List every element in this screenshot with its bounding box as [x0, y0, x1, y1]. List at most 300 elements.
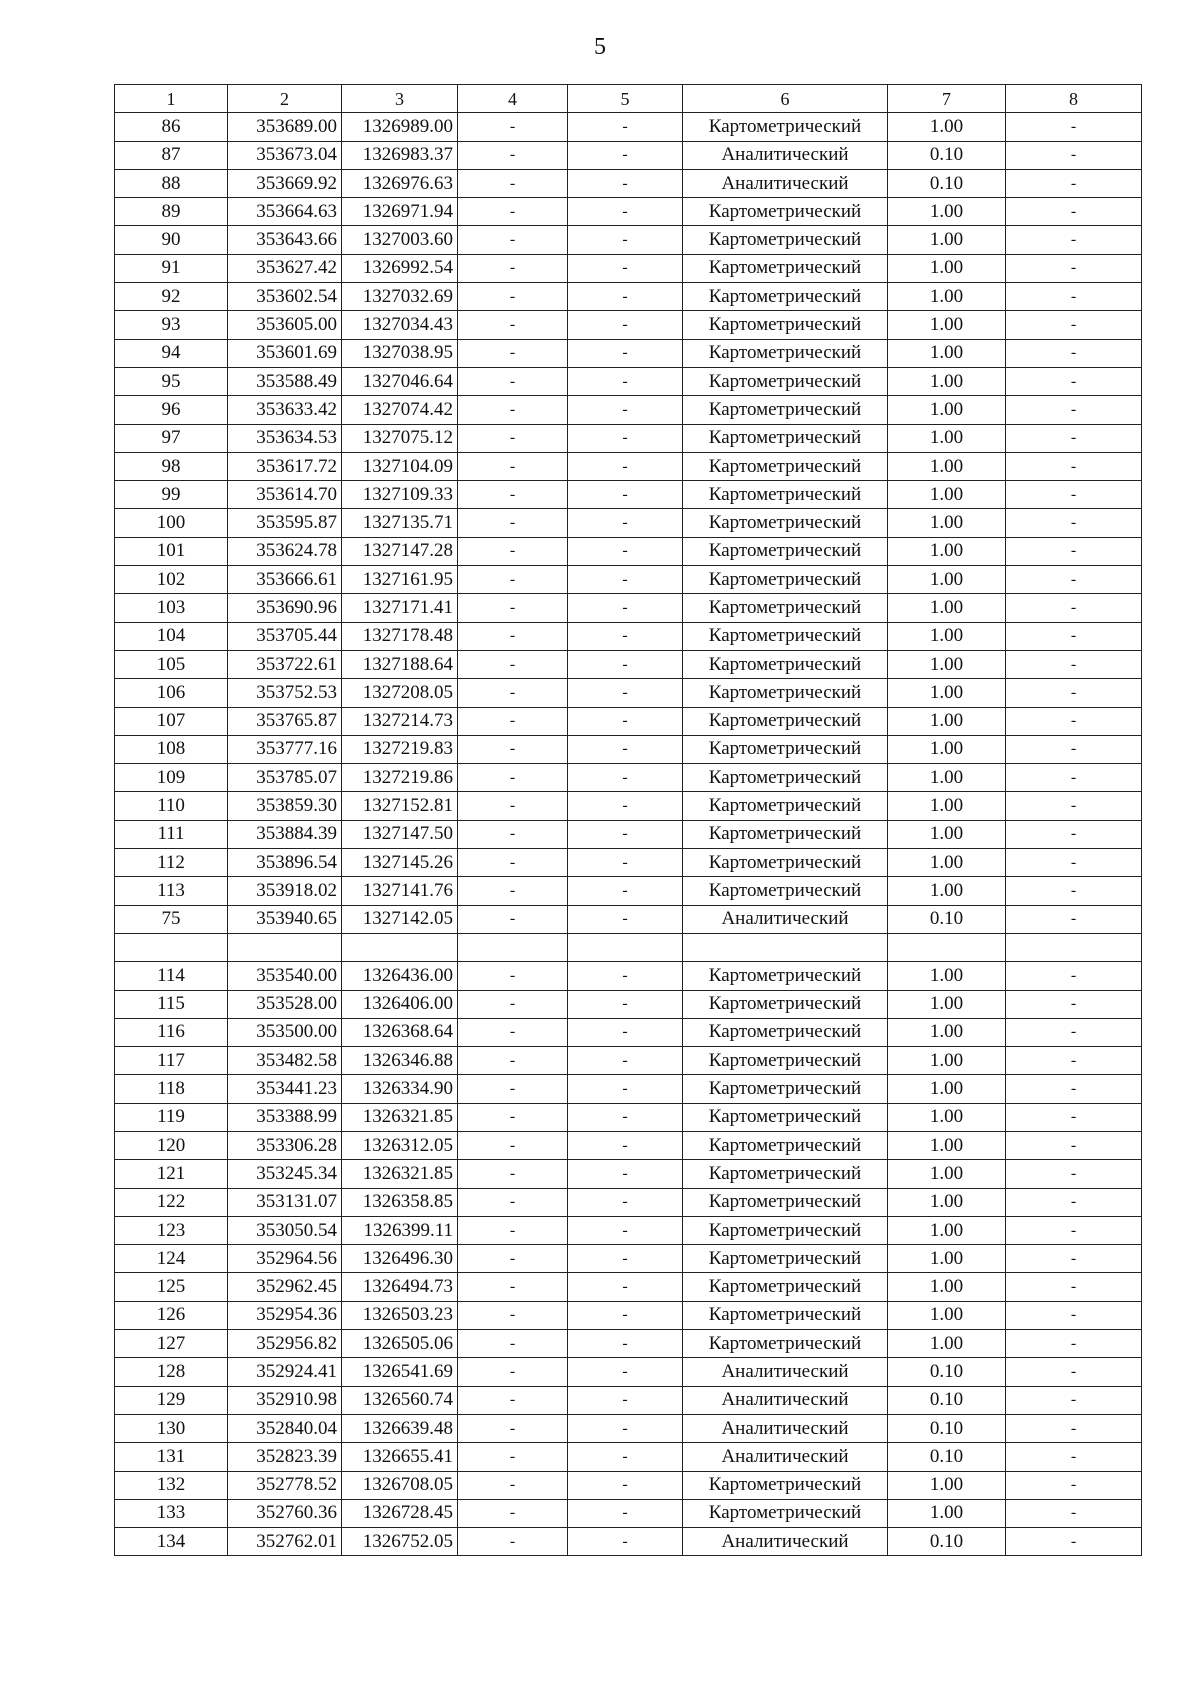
table-row	[115, 820, 1142, 848]
col-5-cell: -	[568, 990, 683, 1018]
table-row	[115, 905, 1142, 933]
table-row	[115, 566, 1142, 594]
point-number-cell: 90	[115, 226, 228, 254]
accuracy-cell: 1.00	[888, 877, 1006, 905]
table-row	[115, 877, 1142, 905]
col-5-cell: -	[568, 396, 683, 424]
col-4-cell: -	[458, 169, 568, 197]
method-cell: Картометрический	[683, 1216, 888, 1244]
method-cell: Картометрический	[683, 1499, 888, 1527]
x-coordinate-cell: 353605.00	[228, 311, 342, 339]
col-4-cell: -	[458, 990, 568, 1018]
col-5-cell: -	[568, 1075, 683, 1103]
point-number-cell: 134	[115, 1528, 228, 1556]
method-cell: Картометрический	[683, 452, 888, 480]
table-row	[115, 198, 1142, 226]
y-coordinate-cell: 1327003.60	[342, 226, 458, 254]
point-number-cell: 88	[115, 169, 228, 197]
col-8-cell: -	[1006, 1188, 1142, 1216]
table-row	[115, 537, 1142, 565]
accuracy-cell: 0.10	[888, 905, 1006, 933]
point-number-cell: 107	[115, 707, 228, 735]
y-coordinate-cell: 1327171.41	[342, 594, 458, 622]
column-header: 6	[683, 85, 888, 113]
x-coordinate-cell: 353918.02	[228, 877, 342, 905]
point-number-cell: 129	[115, 1386, 228, 1414]
col-4-cell: -	[458, 339, 568, 367]
method-cell	[683, 933, 888, 961]
col-8-cell: -	[1006, 1301, 1142, 1329]
col-5-cell: -	[568, 1301, 683, 1329]
col-8-cell: -	[1006, 1047, 1142, 1075]
point-number-cell: 127	[115, 1330, 228, 1358]
x-coordinate-cell: 353664.63	[228, 198, 342, 226]
col-5-cell: -	[568, 339, 683, 367]
y-coordinate-cell: 1327141.76	[342, 877, 458, 905]
col-5-cell: -	[568, 707, 683, 735]
point-number-cell: 130	[115, 1414, 228, 1442]
x-coordinate-cell: 352954.36	[228, 1301, 342, 1329]
column-header: 7	[888, 85, 1006, 113]
accuracy-cell	[888, 933, 1006, 961]
y-coordinate-cell: 1326989.00	[342, 113, 458, 141]
accuracy-cell: 1.00	[888, 1075, 1006, 1103]
col-8-cell: -	[1006, 1358, 1142, 1386]
method-cell: Аналитический	[683, 169, 888, 197]
col-5-cell: -	[568, 1414, 683, 1442]
table-row	[115, 1273, 1142, 1301]
col-5-cell: -	[568, 962, 683, 990]
method-cell: Картометрический	[683, 1131, 888, 1159]
point-number-cell: 124	[115, 1245, 228, 1273]
y-coordinate-cell: 1326708.05	[342, 1471, 458, 1499]
accuracy-cell: 0.10	[888, 1386, 1006, 1414]
table-row	[115, 1160, 1142, 1188]
method-cell: Картометрический	[683, 283, 888, 311]
col-5-cell: -	[568, 452, 683, 480]
col-8-cell: -	[1006, 650, 1142, 678]
x-coordinate-cell: 353689.00	[228, 113, 342, 141]
x-coordinate-cell: 353627.42	[228, 254, 342, 282]
accuracy-cell: 1.00	[888, 537, 1006, 565]
y-coordinate-cell: 1326655.41	[342, 1443, 458, 1471]
col-5-cell: -	[568, 141, 683, 169]
col-5-cell: -	[568, 1245, 683, 1273]
col-4-cell: -	[458, 566, 568, 594]
table-row	[115, 169, 1142, 197]
table-row	[115, 1245, 1142, 1273]
y-coordinate-cell: 1327161.95	[342, 566, 458, 594]
point-number-cell: 122	[115, 1188, 228, 1216]
accuracy-cell: 1.00	[888, 792, 1006, 820]
method-cell: Картометрический	[683, 226, 888, 254]
point-number-cell: 108	[115, 735, 228, 763]
table-row	[115, 1414, 1142, 1442]
column-header: 8	[1006, 85, 1142, 113]
y-coordinate-cell: 1326971.94	[342, 198, 458, 226]
accuracy-cell: 1.00	[888, 198, 1006, 226]
table-row	[115, 339, 1142, 367]
col-5-cell: -	[568, 735, 683, 763]
method-cell: Картометрический	[683, 1330, 888, 1358]
accuracy-cell: 0.10	[888, 1358, 1006, 1386]
point-number-cell: 119	[115, 1103, 228, 1131]
point-number-cell: 131	[115, 1443, 228, 1471]
point-number-cell: 99	[115, 481, 228, 509]
table-row	[115, 764, 1142, 792]
x-coordinate-cell: 353896.54	[228, 849, 342, 877]
col-4-cell: -	[458, 679, 568, 707]
col-5-cell: -	[568, 283, 683, 311]
table-row	[115, 1131, 1142, 1159]
y-coordinate-cell: 1327219.86	[342, 764, 458, 792]
col-5-cell: -	[568, 1358, 683, 1386]
y-coordinate-cell: 1327104.09	[342, 452, 458, 480]
col-5-cell: -	[568, 1160, 683, 1188]
y-coordinate-cell: 1327145.26	[342, 849, 458, 877]
col-8-cell: -	[1006, 424, 1142, 452]
col-4-cell: -	[458, 1443, 568, 1471]
point-number-cell: 133	[115, 1499, 228, 1527]
x-coordinate-cell: 352964.56	[228, 1245, 342, 1273]
table-body	[115, 85, 1142, 1556]
table-row	[115, 1386, 1142, 1414]
col-8-cell: -	[1006, 1528, 1142, 1556]
accuracy-cell: 1.00	[888, 424, 1006, 452]
col-5-cell: -	[568, 198, 683, 226]
method-cell: Картометрический	[683, 566, 888, 594]
point-number-cell: 87	[115, 141, 228, 169]
point-number-cell: 110	[115, 792, 228, 820]
col-5-cell: -	[568, 1131, 683, 1159]
x-coordinate-cell: 352823.39	[228, 1443, 342, 1471]
col-8-cell: -	[1006, 367, 1142, 395]
point-number-cell: 105	[115, 650, 228, 678]
y-coordinate-cell: 1326358.85	[342, 1188, 458, 1216]
method-cell: Картометрический	[683, 1018, 888, 1046]
y-coordinate-cell: 1327038.95	[342, 339, 458, 367]
y-coordinate-cell: 1326346.88	[342, 1047, 458, 1075]
col-8-cell: -	[1006, 1216, 1142, 1244]
accuracy-cell: 1.00	[888, 367, 1006, 395]
method-cell: Картометрический	[683, 1160, 888, 1188]
col-8-cell: -	[1006, 905, 1142, 933]
table-row	[115, 1528, 1142, 1556]
method-cell: Аналитический	[683, 1443, 888, 1471]
point-number-cell: 102	[115, 566, 228, 594]
point-number-cell: 126	[115, 1301, 228, 1329]
point-number-cell: 114	[115, 962, 228, 990]
col-8-cell: -	[1006, 679, 1142, 707]
x-coordinate-cell: 353617.72	[228, 452, 342, 480]
y-coordinate-cell: 1326496.30	[342, 1245, 458, 1273]
table-row	[115, 1216, 1142, 1244]
x-coordinate-cell: 352956.82	[228, 1330, 342, 1358]
table-row	[115, 113, 1142, 141]
table-row	[115, 1443, 1142, 1471]
col-8-cell: -	[1006, 1330, 1142, 1358]
col-8-cell	[1006, 933, 1142, 961]
accuracy-cell: 1.00	[888, 820, 1006, 848]
y-coordinate-cell: 1327074.42	[342, 396, 458, 424]
y-coordinate-cell: 1326436.00	[342, 962, 458, 990]
point-number-cell: 103	[115, 594, 228, 622]
table-row	[115, 679, 1142, 707]
col-5-cell: -	[568, 820, 683, 848]
x-coordinate-cell: 353614.70	[228, 481, 342, 509]
x-coordinate-cell: 353785.07	[228, 764, 342, 792]
table-row	[115, 792, 1142, 820]
y-coordinate-cell: 1327214.73	[342, 707, 458, 735]
col-4-cell: -	[458, 1330, 568, 1358]
col-5-cell: -	[568, 481, 683, 509]
method-cell: Картометрический	[683, 650, 888, 678]
col-4-cell: -	[458, 311, 568, 339]
y-coordinate-cell: 1326321.85	[342, 1160, 458, 1188]
method-cell: Картометрический	[683, 481, 888, 509]
col-8-cell: -	[1006, 792, 1142, 820]
point-number-cell: 109	[115, 764, 228, 792]
method-cell: Картометрический	[683, 396, 888, 424]
accuracy-cell: 1.00	[888, 254, 1006, 282]
table-row	[115, 1047, 1142, 1075]
col-4-cell: -	[458, 1216, 568, 1244]
x-coordinate-cell: 353601.69	[228, 339, 342, 367]
point-number-cell: 96	[115, 396, 228, 424]
y-coordinate-cell: 1327147.50	[342, 820, 458, 848]
method-cell: Картометрический	[683, 424, 888, 452]
method-cell: Картометрический	[683, 198, 888, 226]
y-coordinate-cell: 1326560.74	[342, 1386, 458, 1414]
x-coordinate-cell: 352962.45	[228, 1273, 342, 1301]
col-4-cell: -	[458, 481, 568, 509]
x-coordinate-cell: 352840.04	[228, 1414, 342, 1442]
coordinates-table	[114, 84, 1142, 1556]
col-4-cell: -	[458, 1386, 568, 1414]
col-8-cell: -	[1006, 1103, 1142, 1131]
table-row	[115, 396, 1142, 424]
table-row	[115, 424, 1142, 452]
x-coordinate-cell: 353752.53	[228, 679, 342, 707]
col-5-cell: -	[568, 169, 683, 197]
col-8-cell: -	[1006, 141, 1142, 169]
col-8-cell: -	[1006, 1131, 1142, 1159]
table-row	[115, 509, 1142, 537]
point-number-cell: 116	[115, 1018, 228, 1046]
col-5-cell: -	[568, 254, 683, 282]
col-4-cell: -	[458, 1273, 568, 1301]
col-4-cell: -	[458, 509, 568, 537]
y-coordinate-cell: 1326976.63	[342, 169, 458, 197]
y-coordinate-cell: 1327034.43	[342, 311, 458, 339]
method-cell: Картометрический	[683, 764, 888, 792]
col-5-cell: -	[568, 1216, 683, 1244]
col-4-cell: -	[458, 1528, 568, 1556]
col-8-cell: -	[1006, 1245, 1142, 1273]
col-4-cell: -	[458, 735, 568, 763]
table-row	[115, 1301, 1142, 1329]
accuracy-cell: 1.00	[888, 990, 1006, 1018]
col-8-cell: -	[1006, 481, 1142, 509]
point-number-cell: 89	[115, 198, 228, 226]
y-coordinate-cell: 1326639.48	[342, 1414, 458, 1442]
accuracy-cell: 1.00	[888, 849, 1006, 877]
method-cell: Картометрический	[683, 990, 888, 1018]
x-coordinate-cell: 353540.00	[228, 962, 342, 990]
method-cell: Картометрический	[683, 707, 888, 735]
col-5-cell: -	[568, 877, 683, 905]
col-8-cell: -	[1006, 509, 1142, 537]
x-coordinate-cell: 352778.52	[228, 1471, 342, 1499]
table-header-row	[115, 85, 1142, 113]
point-number-cell: 92	[115, 283, 228, 311]
method-cell: Картометрический	[683, 1245, 888, 1273]
col-5-cell	[568, 933, 683, 961]
col-5-cell: -	[568, 1528, 683, 1556]
table-row	[115, 311, 1142, 339]
col-8-cell: -	[1006, 594, 1142, 622]
col-5-cell: -	[568, 537, 683, 565]
table-row	[115, 849, 1142, 877]
y-coordinate-cell: 1326503.23	[342, 1301, 458, 1329]
method-cell: Картометрический	[683, 877, 888, 905]
col-8-cell: -	[1006, 113, 1142, 141]
col-8-cell: -	[1006, 735, 1142, 763]
col-4-cell: -	[458, 1471, 568, 1499]
col-8-cell: -	[1006, 1499, 1142, 1527]
col-8-cell: -	[1006, 877, 1142, 905]
col-4-cell: -	[458, 1499, 568, 1527]
col-4-cell: -	[458, 254, 568, 282]
table-row	[115, 1188, 1142, 1216]
x-coordinate-cell: 353595.87	[228, 509, 342, 537]
y-coordinate-cell: 1326983.37	[342, 141, 458, 169]
y-coordinate-cell: 1327178.48	[342, 622, 458, 650]
col-8-cell: -	[1006, 1075, 1142, 1103]
point-number-cell: 115	[115, 990, 228, 1018]
x-coordinate-cell: 353528.00	[228, 990, 342, 1018]
table-row	[115, 254, 1142, 282]
method-cell: Аналитический	[683, 141, 888, 169]
point-number-cell: 104	[115, 622, 228, 650]
col-5-cell: -	[568, 1499, 683, 1527]
x-coordinate-cell: 353673.04	[228, 141, 342, 169]
method-cell: Картометрический	[683, 962, 888, 990]
point-number-cell: 125	[115, 1273, 228, 1301]
col-8-cell: -	[1006, 566, 1142, 594]
col-4-cell: -	[458, 226, 568, 254]
x-coordinate-cell: 353884.39	[228, 820, 342, 848]
accuracy-cell: 1.00	[888, 1273, 1006, 1301]
col-8-cell: -	[1006, 707, 1142, 735]
x-coordinate-cell: 353482.58	[228, 1047, 342, 1075]
table-row	[115, 226, 1142, 254]
col-5-cell: -	[568, 905, 683, 933]
point-number-cell: 93	[115, 311, 228, 339]
point-number-cell: 117	[115, 1047, 228, 1075]
table-row	[115, 1499, 1142, 1527]
point-number-cell	[115, 933, 228, 961]
column-header: 3	[342, 85, 458, 113]
y-coordinate-cell: 1326752.05	[342, 1528, 458, 1556]
method-cell: Картометрический	[683, 1188, 888, 1216]
y-coordinate-cell: 1327147.28	[342, 537, 458, 565]
x-coordinate-cell: 353050.54	[228, 1216, 342, 1244]
table-row	[115, 141, 1142, 169]
method-cell: Картометрический	[683, 594, 888, 622]
col-5-cell: -	[568, 792, 683, 820]
table-row	[115, 962, 1142, 990]
separator-row	[115, 933, 1142, 961]
point-number-cell: 121	[115, 1160, 228, 1188]
method-cell: Картометрический	[683, 735, 888, 763]
col-8-cell: -	[1006, 820, 1142, 848]
table-row	[115, 367, 1142, 395]
method-cell: Картометрический	[683, 1471, 888, 1499]
x-coordinate-cell	[228, 933, 342, 961]
method-cell: Картометрический	[683, 1047, 888, 1075]
col-4-cell: -	[458, 650, 568, 678]
col-4-cell: -	[458, 877, 568, 905]
col-5-cell: -	[568, 1386, 683, 1414]
col-5-cell: -	[568, 226, 683, 254]
y-coordinate-cell: 1327188.64	[342, 650, 458, 678]
y-coordinate-cell: 1326406.00	[342, 990, 458, 1018]
col-4-cell: -	[458, 424, 568, 452]
y-coordinate-cell: 1327142.05	[342, 905, 458, 933]
x-coordinate-cell: 353666.61	[228, 566, 342, 594]
method-cell: Картометрический	[683, 1103, 888, 1131]
x-coordinate-cell: 353500.00	[228, 1018, 342, 1046]
col-4-cell: -	[458, 1245, 568, 1273]
col-5-cell: -	[568, 1047, 683, 1075]
accuracy-cell: 0.10	[888, 169, 1006, 197]
method-cell: Картометрический	[683, 367, 888, 395]
column-header: 2	[228, 85, 342, 113]
col-8-cell: -	[1006, 1443, 1142, 1471]
col-4-cell: -	[458, 764, 568, 792]
y-coordinate-cell: 1327135.71	[342, 509, 458, 537]
col-8-cell: -	[1006, 254, 1142, 282]
method-cell: Картометрический	[683, 339, 888, 367]
col-5-cell: -	[568, 1188, 683, 1216]
table-row	[115, 1018, 1142, 1046]
table-row	[115, 481, 1142, 509]
accuracy-cell: 1.00	[888, 1245, 1006, 1273]
method-cell: Аналитический	[683, 1386, 888, 1414]
col-4-cell: -	[458, 283, 568, 311]
col-8-cell: -	[1006, 311, 1142, 339]
accuracy-cell: 1.00	[888, 650, 1006, 678]
col-5-cell: -	[568, 594, 683, 622]
col-5-cell: -	[568, 424, 683, 452]
point-number-cell: 75	[115, 905, 228, 933]
col-5-cell: -	[568, 311, 683, 339]
method-cell: Картометрический	[683, 509, 888, 537]
col-4-cell	[458, 933, 568, 961]
col-4-cell: -	[458, 198, 568, 226]
col-4-cell: -	[458, 1075, 568, 1103]
table-row	[115, 735, 1142, 763]
method-cell: Картометрический	[683, 1301, 888, 1329]
col-8-cell: -	[1006, 622, 1142, 650]
col-4-cell: -	[458, 396, 568, 424]
point-number-cell: 120	[115, 1131, 228, 1159]
col-4-cell: -	[458, 1358, 568, 1386]
col-4-cell: -	[458, 1301, 568, 1329]
accuracy-cell: 0.10	[888, 1528, 1006, 1556]
point-number-cell: 95	[115, 367, 228, 395]
